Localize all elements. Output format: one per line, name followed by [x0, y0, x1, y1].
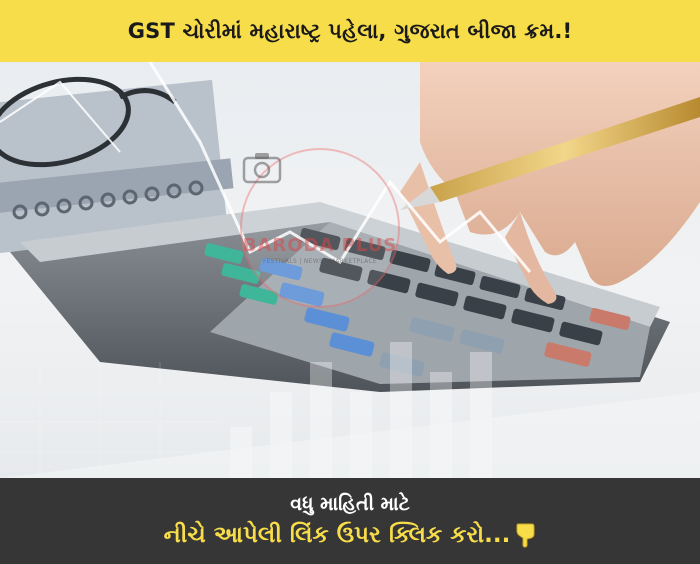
camera-icon: [242, 150, 282, 184]
headline-banner: [0, 0, 700, 62]
cta-link-text[interactable]: નીચે આપેલી લિંક ઉપર ક્લિક કરો...: [163, 522, 511, 548]
pointing-down-hand-icon: [514, 522, 536, 548]
hand-with-pen: [400, 62, 700, 304]
call-to-action-bar: [0, 478, 700, 564]
watermark-logo: [240, 148, 400, 308]
headline-text: GST ચોરીમાં મહારાષ્ટ્ર પહેલા, ગુજરાત બીજા ક્રમ.!: [127, 18, 573, 43]
calculator-photo: [0, 62, 700, 478]
watermark-tagline: FESTIVALS | NEWS | MARKETPLACE: [262, 258, 378, 265]
watermark-name: BARODA PLUS: [242, 235, 398, 256]
cta-line-1: વધુ માહિતી માટે: [290, 493, 410, 515]
cta-line-2[interactable]: [164, 518, 537, 552]
